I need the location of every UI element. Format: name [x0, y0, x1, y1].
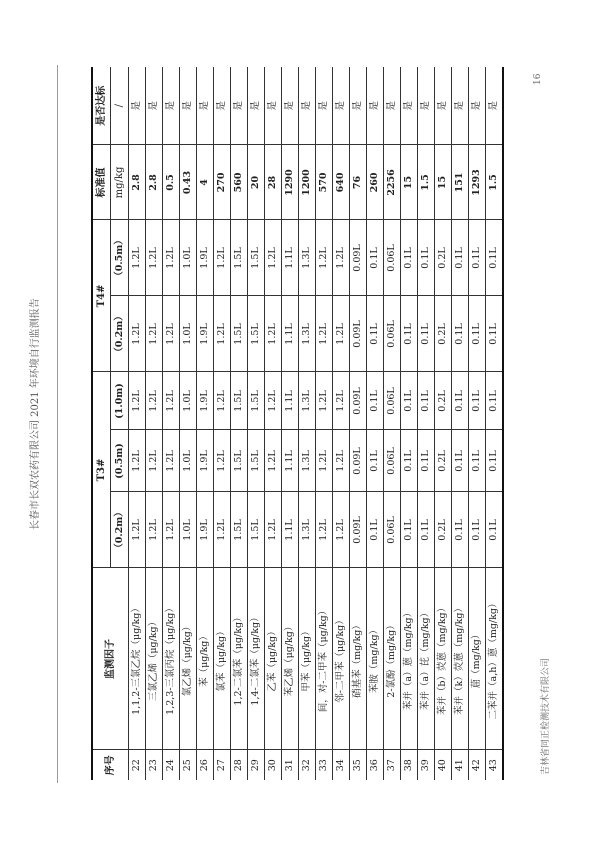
- cell-compliant: 是: [333, 67, 350, 145]
- table-row: [401, 67, 418, 780]
- cell-t3-0-5: 0.1L: [418, 430, 435, 492]
- cell-t3-1-0: 0.1L: [401, 372, 418, 430]
- cell-t3-0-2: 1.5L: [231, 492, 248, 568]
- cell-t4-0-5: 0.1L: [401, 220, 418, 296]
- col-factor: 监测因子: [92, 568, 129, 750]
- cell-t4-0-5: 0.1L: [418, 220, 435, 296]
- cell-standard: 1.5: [418, 145, 435, 220]
- table-row: [146, 67, 163, 780]
- cell-standard: 1.5: [486, 145, 504, 220]
- cell-standard: 15: [435, 145, 452, 220]
- col-standard: 标准值: [92, 145, 111, 220]
- cell-t4-0-2: 1.2L: [333, 296, 350, 372]
- cell-seq: 25: [180, 750, 197, 780]
- table-row: [486, 67, 504, 780]
- cell-t4-0-5: 1.1L: [282, 220, 299, 296]
- cell-t4-0-5: 0.1L: [486, 220, 504, 296]
- cell-t4-0-2: 1.1L: [282, 296, 299, 372]
- cell-factor: 二苯并（a,h）蒽（mg/kg）: [486, 568, 504, 750]
- cell-factor: 氯乙烯（μg/kg）: [180, 568, 197, 750]
- cell-t3-1-0: 0.09L: [350, 372, 367, 430]
- cell-t3-0-5: 0.2L: [435, 430, 452, 492]
- cell-t4-0-2: 0.1L: [452, 296, 469, 372]
- cell-compliant: 是: [163, 67, 180, 145]
- col-t3: T3#: [92, 372, 111, 568]
- cell-t4-0-2: 1.9L: [197, 296, 214, 372]
- cell-t3-0-5: 1.2L: [265, 430, 282, 492]
- cell-seq: 29: [248, 750, 265, 780]
- cell-t4-0-5: 0.2L: [435, 220, 452, 296]
- cell-t3-1-0: 1.5L: [248, 372, 265, 430]
- cell-seq: 43: [486, 750, 504, 780]
- table-row: [367, 67, 384, 780]
- cell-t4-0-5: 1.2L: [129, 220, 146, 296]
- report-header: 长春市长双农药有限公司 2021 年环境自行监测报告: [30, 298, 41, 530]
- cell-t3-0-2: 0.2L: [435, 492, 452, 568]
- cell-t4-0-2: 1.2L: [214, 296, 231, 372]
- table-row: [418, 67, 435, 780]
- sub-t4-0-2: （0.2m）: [111, 296, 129, 372]
- cell-t3-0-2: 1.1L: [282, 492, 299, 568]
- cell-t4-0-5: 1.2L: [163, 220, 180, 296]
- cell-t4-0-2: 1.2L: [316, 296, 333, 372]
- cell-t4-0-5: 1.0L: [180, 220, 197, 296]
- cell-factor: 硝基苯（mg/kg）: [350, 568, 367, 750]
- cell-factor: 氯苯（μg/kg）: [214, 568, 231, 750]
- cell-compliant: 是: [367, 67, 384, 145]
- cell-t3-0-5: 1.3L: [299, 430, 316, 492]
- cell-compliant: 是: [486, 67, 504, 145]
- cell-seq: 27: [214, 750, 231, 780]
- cell-t3-0-2: 0.1L: [367, 492, 384, 568]
- table-row: [452, 67, 469, 780]
- cell-t3-0-5: 1.5L: [248, 430, 265, 492]
- cell-seq: 31: [282, 750, 299, 780]
- table-row: [163, 67, 180, 780]
- cell-seq: 34: [333, 750, 350, 780]
- cell-t4-0-2: 1.2L: [146, 296, 163, 372]
- cell-t3-0-5: 0.1L: [452, 430, 469, 492]
- cell-t3-0-2: 1.2L: [333, 492, 350, 568]
- cell-seq: 40: [435, 750, 452, 780]
- cell-standard: 0.5: [163, 145, 180, 220]
- sub-t3-0-5: (0.5m): [111, 430, 129, 492]
- cell-factor: 苯并（k）荧蒽（mg/kg）: [452, 568, 469, 750]
- cell-t3-1-0: 0.06L: [384, 372, 401, 430]
- cell-t3-1-0: 1.1L: [282, 372, 299, 430]
- cell-t3-0-2: 0.1L: [486, 492, 504, 568]
- cell-t3-0-5: 1.0L: [180, 430, 197, 492]
- cell-t4-0-5: 1.5L: [248, 220, 265, 296]
- cell-t3-0-2: 0.1L: [418, 492, 435, 568]
- cell-t3-0-2: 0.1L: [469, 492, 486, 568]
- cell-t3-0-5: 0.06L: [384, 430, 401, 492]
- table-row: [129, 67, 146, 780]
- cell-seq: 23: [146, 750, 163, 780]
- table-row: [316, 67, 333, 780]
- page-number: 16: [533, 73, 543, 85]
- table-row: [248, 67, 265, 780]
- cell-t3-0-5: 1.2L: [163, 430, 180, 492]
- table-row: [231, 67, 248, 780]
- cell-standard: 0.43: [180, 145, 197, 220]
- cell-seq: 30: [265, 750, 282, 780]
- cell-t3-0-2: 1.3L: [299, 492, 316, 568]
- cell-t3-0-5: 1.2L: [129, 430, 146, 492]
- cell-standard: 270: [214, 145, 231, 220]
- table-row: [265, 67, 282, 780]
- cell-seq: 26: [197, 750, 214, 780]
- cell-t4-0-5: 1.9L: [197, 220, 214, 296]
- cell-t3-0-2: 1.2L: [146, 492, 163, 568]
- cell-compliant: 是: [435, 67, 452, 145]
- sub-t3-1-0: (1.0m): [111, 372, 129, 430]
- cell-factor: 苯乙烯（μg/kg）: [282, 568, 299, 750]
- cell-t4-0-2: 1.5L: [248, 296, 265, 372]
- cell-t3-1-0: 1.2L: [265, 372, 282, 430]
- cell-factor: 苯并（a）芘（mg/kg）: [418, 568, 435, 750]
- footer-company: 吉林省同正检测技术有限公司: [541, 657, 551, 775]
- cell-t4-0-5: 0.1L: [469, 220, 486, 296]
- cell-factor: 1,4-二氯苯（μg/kg）: [248, 568, 265, 750]
- cell-factor: 2-氯酚（mg/kg）: [384, 568, 401, 750]
- cell-t4-0-2: 0.1L: [486, 296, 504, 372]
- cell-t3-1-0: 0.1L: [469, 372, 486, 430]
- cell-standard: 1293: [469, 145, 486, 220]
- cell-t3-1-0: 1.0L: [180, 372, 197, 430]
- cell-compliant: 是: [129, 67, 146, 145]
- cell-t3-0-2: 1.2L: [316, 492, 333, 568]
- cell-compliant: 是: [316, 67, 333, 145]
- cell-t4-0-5: 0.09L: [350, 220, 367, 296]
- cell-t3-1-0: 1.2L: [214, 372, 231, 430]
- cell-compliant: 是: [384, 67, 401, 145]
- cell-t3-0-2: 0.06L: [384, 492, 401, 568]
- cell-t3-1-0: 1.5L: [231, 372, 248, 430]
- cell-seq: 35: [350, 750, 367, 780]
- table-row: [282, 67, 299, 780]
- cell-standard: 570: [316, 145, 333, 220]
- cell-factor: 1,2-二氯苯（μg/kg）: [231, 568, 248, 750]
- cell-t4-0-5: 1.2L: [333, 220, 350, 296]
- cell-t4-0-2: 1.2L: [129, 296, 146, 372]
- cell-t4-0-5: 1.2L: [316, 220, 333, 296]
- cell-t3-0-5: 1.2L: [316, 430, 333, 492]
- table-body: [129, 67, 504, 780]
- cell-factor: 苯胺（mg/kg）: [367, 568, 384, 750]
- cell-t4-0-2: 1.0L: [180, 296, 197, 372]
- cell-t3-0-2: 0.09L: [350, 492, 367, 568]
- cell-compliant: 是: [418, 67, 435, 145]
- cell-compliant: 是: [265, 67, 282, 145]
- cell-standard: 1200: [299, 145, 316, 220]
- cell-factor: 苯并（b）荧蒽（mg/kg）: [435, 568, 452, 750]
- cell-t3-0-2: 1.0L: [180, 492, 197, 568]
- cell-t4-0-2: 0.1L: [401, 296, 418, 372]
- cell-standard: 76: [350, 145, 367, 220]
- header-row: [92, 67, 111, 780]
- table-row: [333, 67, 350, 780]
- cell-t3-0-5: 0.1L: [486, 430, 504, 492]
- cell-t3-1-0: 0.1L: [367, 372, 384, 430]
- cell-factor: 䓛（mg/kg）: [469, 568, 486, 750]
- cell-t3-0-5: 1.5L: [231, 430, 248, 492]
- cell-standard: 560: [231, 145, 248, 220]
- cell-compliant: 是: [214, 67, 231, 145]
- cell-t4-0-2: 0.06L: [384, 296, 401, 372]
- cell-compliant: 是: [469, 67, 486, 145]
- cell-standard: 640: [333, 145, 350, 220]
- cell-factor: 1,2,3-三氯丙烷（μg/kg）: [163, 568, 180, 750]
- cell-t3-0-5: 0.1L: [367, 430, 384, 492]
- cell-t4-0-2: 0.1L: [367, 296, 384, 372]
- cell-compliant: 是: [401, 67, 418, 145]
- col-t4: T4#: [92, 220, 111, 372]
- cell-t3-1-0: 0.2L: [435, 372, 452, 430]
- cell-t3-1-0: 1.2L: [163, 372, 180, 430]
- cell-standard: 28: [265, 145, 282, 220]
- cell-factor: 三氯乙烯（μg/kg）: [146, 568, 163, 750]
- cell-t3-1-0: 0.1L: [486, 372, 504, 430]
- cell-t3-0-5: 1.2L: [146, 430, 163, 492]
- table-row: [469, 67, 486, 780]
- cell-factor: 苯并（a）蒽（mg/kg）: [401, 568, 418, 750]
- cell-t4-0-5: 1.2L: [146, 220, 163, 296]
- table-row: [350, 67, 367, 780]
- cell-standard: 260: [367, 145, 384, 220]
- cell-seq: 28: [231, 750, 248, 780]
- cell-t4-0-5: 0.1L: [367, 220, 384, 296]
- cell-standard: 15: [401, 145, 418, 220]
- table-row: [299, 67, 316, 780]
- cell-t4-0-5: 0.06L: [384, 220, 401, 296]
- cell-standard: 4: [197, 145, 214, 220]
- cell-t4-0-2: 0.09L: [350, 296, 367, 372]
- cell-t3-0-5: 1.2L: [214, 430, 231, 492]
- cell-t4-0-5: 1.2L: [214, 220, 231, 296]
- cell-seq: 32: [299, 750, 316, 780]
- cell-t3-0-2: 0.1L: [452, 492, 469, 568]
- cell-t4-0-2: 1.2L: [163, 296, 180, 372]
- sub-t4-0-5: （0.5m）: [111, 220, 129, 296]
- cell-t3-0-2: 1.9L: [197, 492, 214, 568]
- cell-t3-1-0: 1.2L: [316, 372, 333, 430]
- cell-t4-0-5: 1.2L: [265, 220, 282, 296]
- cell-t3-1-0: 1.9L: [197, 372, 214, 430]
- cell-t3-1-0: 1.2L: [146, 372, 163, 430]
- cell-t3-0-2: 1.2L: [129, 492, 146, 568]
- monitoring-table: [91, 67, 504, 780]
- cell-seq: 39: [418, 750, 435, 780]
- monitoring-table-wrapper: [91, 67, 500, 780]
- cell-t3-0-5: 1.2L: [333, 430, 350, 492]
- table-row: [180, 67, 197, 780]
- cell-t3-1-0: 0.1L: [452, 372, 469, 430]
- cell-t3-0-5: 0.1L: [469, 430, 486, 492]
- cell-standard: 2256: [384, 145, 401, 220]
- cell-t3-0-2: 1.5L: [248, 492, 265, 568]
- cell-t3-1-0: 0.1L: [418, 372, 435, 430]
- col-seq: 序号: [92, 750, 129, 780]
- cell-t4-0-2: 0.1L: [418, 296, 435, 372]
- sub-standard-unit: mg/kg: [111, 145, 129, 220]
- cell-seq: 41: [452, 750, 469, 780]
- cell-t4-0-5: 1.3L: [299, 220, 316, 296]
- cell-factor: 1,1,2-三氯乙烷（μg/kg）: [129, 568, 146, 750]
- cell-t3-0-5: 0.09L: [350, 430, 367, 492]
- cell-factor: 乙苯（μg/kg）: [265, 568, 282, 750]
- cell-t3-0-2: 1.2L: [163, 492, 180, 568]
- cell-factor: 苯（μg/kg）: [197, 568, 214, 750]
- cell-t4-0-2: 1.5L: [231, 296, 248, 372]
- cell-compliant: 是: [350, 67, 367, 145]
- cell-seq: 37: [384, 750, 401, 780]
- cell-t4-0-2: 0.2L: [435, 296, 452, 372]
- cell-t4-0-5: 1.5L: [231, 220, 248, 296]
- cell-standard: 2.8: [146, 145, 163, 220]
- cell-t3-0-2: 1.2L: [214, 492, 231, 568]
- cell-seq: 24: [163, 750, 180, 780]
- cell-standard: 1290: [282, 145, 299, 220]
- cell-standard: 20: [248, 145, 265, 220]
- sub-t3-0-2: （0.2m）: [111, 492, 129, 568]
- cell-t3-1-0: 1.3L: [299, 372, 316, 430]
- cell-t3-0-5: 1.1L: [282, 430, 299, 492]
- table-row: [197, 67, 214, 780]
- cell-compliant: 是: [231, 67, 248, 145]
- cell-seq: 38: [401, 750, 418, 780]
- cell-t3-0-2: 1.2L: [265, 492, 282, 568]
- table-row: [384, 67, 401, 780]
- cell-compliant: 是: [248, 67, 265, 145]
- table-row: [435, 67, 452, 780]
- cell-t3-0-5: 1.9L: [197, 430, 214, 492]
- col-compliant: 是否达标: [92, 67, 111, 145]
- cell-compliant: 是: [299, 67, 316, 145]
- cell-standard: 2.8: [129, 145, 146, 220]
- cell-factor: 甲苯（μg/kg）: [299, 568, 316, 750]
- header-rule: [57, 65, 58, 783]
- cell-seq: 42: [469, 750, 486, 780]
- cell-t4-0-5: 0.1L: [452, 220, 469, 296]
- cell-standard: 151: [452, 145, 469, 220]
- cell-t4-0-2: 1.3L: [299, 296, 316, 372]
- cell-t4-0-2: 1.2L: [265, 296, 282, 372]
- cell-compliant: 是: [197, 67, 214, 145]
- cell-t3-1-0: 1.2L: [333, 372, 350, 430]
- cell-seq: 22: [129, 750, 146, 780]
- table-row: [214, 67, 231, 780]
- cell-compliant: 是: [146, 67, 163, 145]
- cell-seq: 33: [316, 750, 333, 780]
- cell-t4-0-2: 0.1L: [469, 296, 486, 372]
- cell-factor: 间，对-二甲苯（μg/kg）: [316, 568, 333, 750]
- cell-compliant: 是: [452, 67, 469, 145]
- cell-factor: 邻-二甲苯（μg/kg）: [333, 568, 350, 750]
- cell-t3-1-0: 1.2L: [129, 372, 146, 430]
- cell-compliant: 是: [180, 67, 197, 145]
- cell-compliant: 是: [282, 67, 299, 145]
- sub-compliant-unit: /: [111, 67, 129, 145]
- cell-seq: 36: [367, 750, 384, 780]
- cell-t3-0-5: 0.1L: [401, 430, 418, 492]
- cell-t3-0-2: 0.1L: [401, 492, 418, 568]
